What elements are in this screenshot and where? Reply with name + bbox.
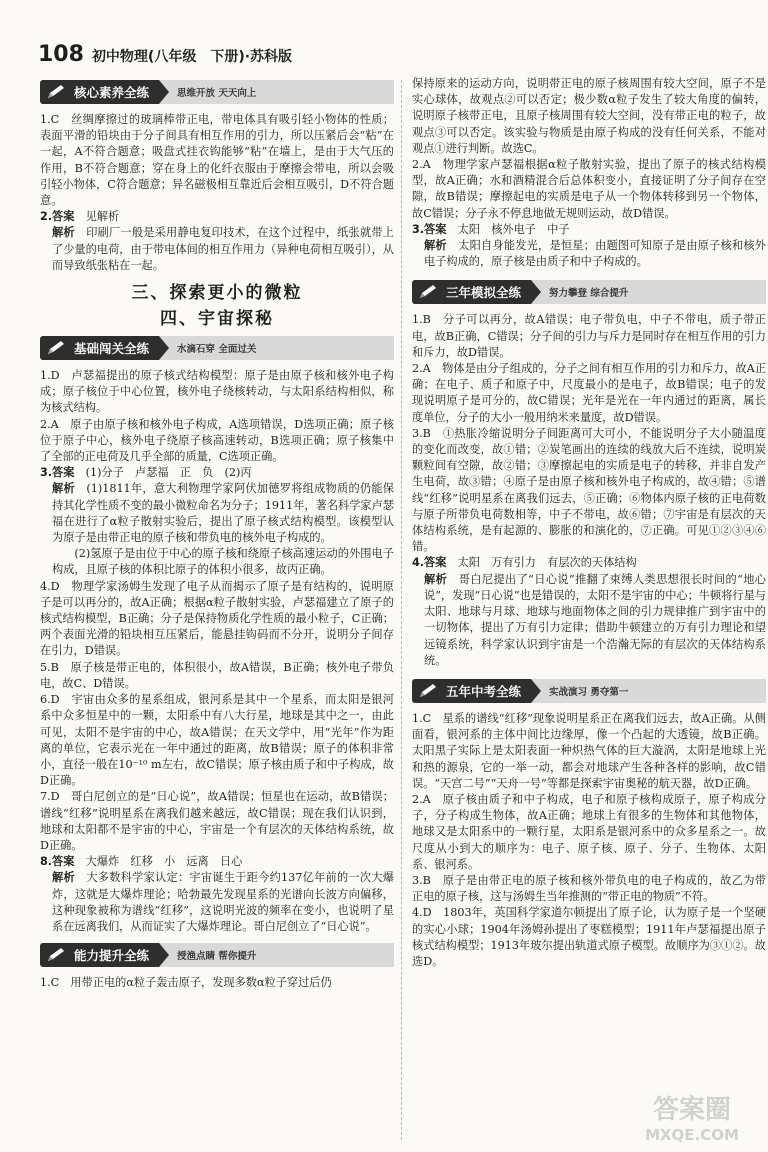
answer-label: 3.答案: [412, 222, 447, 236]
analysis-text: (2)氢原子是由位于中心的原子核和绕原子核高速运动的外围电子构成，且原子核的体积比原子的体积小很多，故丙正确。: [52, 547, 394, 577]
banner-title: 三年模拟全练: [446, 285, 522, 301]
answer-block: [412, 222, 766, 238]
question: 2.A 物理学家卢瑟福根据α粒子散射实验，提出了原子的核式结构模型，故A正确；水和酒精混合后总体积变小，直接证明了分子间存在空隙，故B错误；摩擦起电的实质是电子从一个物体转移到另一个物体，故C错误；分子永不停息地做无规则运动，故D错误。: [412, 158, 766, 220]
question: 1.D 卢瑟福提出的原子核式结构模型：原子是由原子核和核外电子构成；原子核位于中心位置，核外电子绕核转动，与太阳系结构相似，称为核式结构。: [40, 369, 394, 415]
section-banner-basic: [40, 334, 394, 362]
analysis-block: [40, 481, 394, 546]
section-title: 三、探索更小的微粒: [131, 283, 303, 304]
pencil-icon: [46, 84, 68, 100]
answer-block: [40, 854, 394, 870]
section-banner-core: [40, 78, 394, 106]
pencil-icon: [418, 284, 440, 300]
question: 6.D 宇宙由众多的星系组成，银河系是其中一个星系，而太阳是银河系中众多恒星中的一颗，太阳系中有八大行星，地球是其中之一，由此可见，太阳不是宇宙的中心，故A错误；在天文学中，用“光年”作为距离的单位，它表示光在一年中通过的距离，故B错误；原子的体积非常小，直径一般在10⁻¹⁰ m左右，故C错误；原子核由质子和中子构成，故D正确。: [40, 693, 394, 788]
question-continued: 保持原来的运动方向，说明带正电的原子核周围有较大空间，原子不是实心球体，故观点②可以否定；极少数α粒子发生了较大角度的偏转，说明原子核带正电，且原子核周围有较大空间，没有带正电的粒子，故观点③可以否定。该实验与物质是由原子构成的没有任何关系，不能对观点①进行判断。故选C。: [412, 77, 766, 155]
banner-slogan: 水滴石穿 全面过关: [159, 336, 394, 360]
analysis-label: 解析: [52, 871, 75, 885]
answer-text: 见解析: [85, 210, 120, 224]
column-divider: [401, 80, 402, 1140]
analysis-text: 印刷厂一般是采用静电复印技术，在这个过程中，纸张就带上了少量的电荷，由于带电体间的相互作用力（异种电荷相互吸引），从而导致纸张粘在一起。: [52, 226, 394, 272]
question: 3.B ①热胀冷缩说明分子间距离可大可小，不能说明分子大小随温度的变化而改变，故①错；②炭笔画出的连续的线放大后不连续，说明炭颗粒间有空隙，故②错；③摩擦起电的实质是电子的转移，并非自发产生电荷，故③错；④原子是由原子核和核外电子构成的，故④错；⑤谱线“红移”说明星系在离我们远去，⑤正确；⑥物体内原子核的正电荷数与原子所带负电荷数相等，中子不带电，故⑥错；⑦宇宙是有层次的天体结构系统，是有起源的、膨胀的和演化的，⑦正确。可见①②③④⑥错。: [412, 426, 766, 554]
answer-block: [40, 209, 394, 225]
pencil-icon: [418, 683, 440, 699]
question: 1.C 星系的谱线“红移”现象说明星系正在离我们远去，故A正确。从侧面看，银河系的主体中间比边缘厚，像一个凸起的大透镜，故B正确。太阳黑子实际上是太阳表面一种炽热气体的巨大漩涡，太阳是地球上光和热的源泉，它的一举一动，都会对地球产生各种各样的影响，故C错误。“天宫二号”“天舟一号”等都是探索宇宙奥秘的航天器，故D正确。: [412, 711, 766, 790]
analysis-block: [40, 225, 394, 274]
answer-label: 4.答案: [412, 556, 447, 570]
banner-title: 能力提升全练: [74, 948, 150, 964]
answer-text: (1)分子 卢瑟福 正 负 (2)丙: [85, 466, 252, 480]
answer-text: 太阳 万有引力 有层次的天体结构: [457, 556, 637, 570]
section-banner-ability: [40, 941, 394, 969]
question: 4.D 1803年，英国科学家道尔顿提出了原子论，认为原子是一个坚硬的实心小球；1904年汤姆孙提出了枣糕模型；1911年卢瑟福提出原子核式结构模型；1913年玻尔提出轨道式原子模型。故顺序为③①②。故选D。: [412, 906, 766, 968]
analysis-label: 解析: [424, 239, 447, 253]
banner-slogan: 授渔点睛 帮你提升: [159, 943, 394, 967]
analysis-label: 解析: [52, 482, 75, 496]
site-watermark: [622, 1086, 762, 1146]
section-banner-three-year: [412, 278, 766, 306]
pencil-icon: [46, 340, 68, 356]
analysis-label: 解析: [424, 572, 448, 586]
analysis-text: 大多数科学家认定：宇宙诞生于距今约137亿年前的一次大爆炸，这就是大爆炸理论；哈勃最先发现星系的光谱向长波方向偏移，这种现象被称为谱线“红移”，这说明光波的频率在变小，也说明了星系在远离我们，从而证实了大爆炸理论。哥白尼创立了“日心说”。: [52, 871, 394, 933]
section-banner-five-year: [412, 677, 766, 705]
question: 3.B 原子是由带正电的原子核和核外带负电的电子构成的，故乙为带正电的原子核，这与汤姆生当年推测的“带正电的物质”不符。: [412, 873, 766, 904]
banner-title: 核心素养全练: [74, 85, 150, 100]
banner-title: 五年中考全练: [446, 683, 522, 699]
section-title: 四、宇宙探秘: [160, 309, 274, 330]
answer-block: [40, 465, 394, 481]
banner-slogan: 实战演习 勇夺第一: [531, 679, 766, 703]
question: 2.A 原子由原子核和核外电子构成，A选项错误，D选项正确；原子核位于原子中心，核外电子绕原子核高速转动，B选项正确；原子核集中了全部的正电荷及几乎全部的质量，C选项正确。: [40, 417, 394, 464]
question: 5.B 原子核是带正电的，体积很小，故A错误，B正确；核外电子带负电，故C、D错误。: [40, 660, 394, 690]
book-title: 初中物理(八年级 下册)·苏科版: [91, 49, 293, 65]
analysis-block: [40, 870, 394, 935]
question: 1.C 丝绸摩擦过的玻璃棒带正电，带电体具有吸引轻小物体的性质；表面平滑的铅块由于分子间具有相互作用的引力，所以压紧后会“粘”在一起，A不符合题意；吸盘式挂衣钩能够“粘”在墙上，是由于大气压的作用，B不符合题意；穿在身上的化纤衣服由于摩擦会带电，所以会吸引轻小物体，C符合题意；异名磁极相互靠近后会相互吸引，D不符合题意。: [40, 113, 394, 208]
analysis-block: [412, 572, 766, 669]
banner-slogan: 思维开放 天天向上: [159, 80, 394, 104]
question: 4.D 物理学家汤姆生发现了电子从而揭示了原子是有结构的，说明原子是可以再分的，故A正确；根据α粒子散射实验，卢瑟福建立了原子的核式结构模型，B正确；分子是保持物质化学性质的最小粒子，C正确；两个表面光滑的铅块相互压紧后，能悬挂钩码而不分开，说明分子间存在引力，D错误。: [40, 579, 394, 658]
analysis-text: 哥白尼提出了“日心说”推翻了束缚人类思想很长时间的“地心说”，发现“日心说”也是错误的，太阳不是宇宙的中心；牛顿将行星与太阳、地球与月球、地球与地面物体之间的引力规律推广到宇宙中的一切物体，提出了万有引力定律；借助牛顿建立的万有引力理论和望远镜系统，科学家认识到宇宙是一个浩瀚无际的有层次的天体结构系统。: [424, 572, 766, 667]
pencil-icon: [46, 947, 68, 963]
answer-label: 3.答案: [40, 466, 75, 480]
answer-block: [412, 555, 766, 571]
banner-title: 基础闯关全练: [74, 341, 150, 357]
analysis-text: (1)1811年，意大利物理学家阿伏加德罗将组成物质的仍能保持其化学性质不变的最小微粒命名为分子；1911年，著名科学家卢瑟福在进行了α粒子散射实验后，提出了原子核式结构模型。该模型认为原子是由带正电的原子核和带负电的核外电子构成的。: [52, 482, 394, 545]
page-header: [38, 42, 292, 72]
svg-text:答案圈: 答案圈: [652, 1095, 732, 1125]
banner-slogan: 努力攀登 综合提升: [531, 280, 766, 304]
question: 1.B 分子可以再分，故A错误；电子带负电，中子不带电，质子带正电，故B正确，C错误；分子间的引力与斥力是同时存在相互作用的引力和斥力，故D错误。: [412, 313, 766, 359]
right-column: [412, 76, 766, 1150]
answer-label: 2.答案: [40, 210, 75, 224]
analysis-label: 解析: [52, 226, 75, 240]
question: 7.D 哥白尼创立的是“日心说”，故A错误；恒星也在运动，故B错误；谱线“红移”说明星系在离我们越来越远，故C错误；现在我们认识到，地球和太阳都不是宇宙的中心，宇宙是一个有层次的天体结构系统，故D正确。: [40, 790, 394, 852]
page-number: 108: [38, 42, 84, 67]
svg-text:MXQE.COM: MXQE.COM: [645, 1126, 739, 1144]
answer-text: 大爆炸 红移 小 远离 日心: [85, 855, 243, 869]
answer-text: 太阳 核外电子 中子: [457, 222, 570, 236]
analysis-block: [412, 238, 766, 270]
left-column: [40, 76, 394, 1150]
question: 2.A 物体是由分子组成的，分子之间有相互作用的引力和斥力，故A正确；在电子、质子和原子中，尺度最小的是电子，故B错误；电子的发现说明原子是可分的，故C错误；光年是光在一年内通过的距离，属长度单位，分子的大小一般用纳米来量度，故D错误。: [412, 362, 766, 424]
analysis-text: 太阳自身能发光，是恒星；由题图可知原子是由原子核和核外电子构成的，原子核是由质子和中子构成的。: [424, 239, 766, 269]
question: 2.A 原子核由质子和中子构成，电子和原子核构成原子，原子构成分子，分子构成生物体，故A正确；地球上有很多的生物体和其他物体，地球又是太阳系中的一颗行星，太阳系是银河系中的众多星系之一。故尺度从小到大的顺序为：电子、原子核、原子、分子、生物体、太阳系、银河系。: [412, 792, 766, 871]
question: 1.C 用带正电的α粒子轰击原子，发现多数α粒子穿过后仍: [40, 976, 332, 990]
answer-label: 8.答案: [40, 855, 75, 869]
